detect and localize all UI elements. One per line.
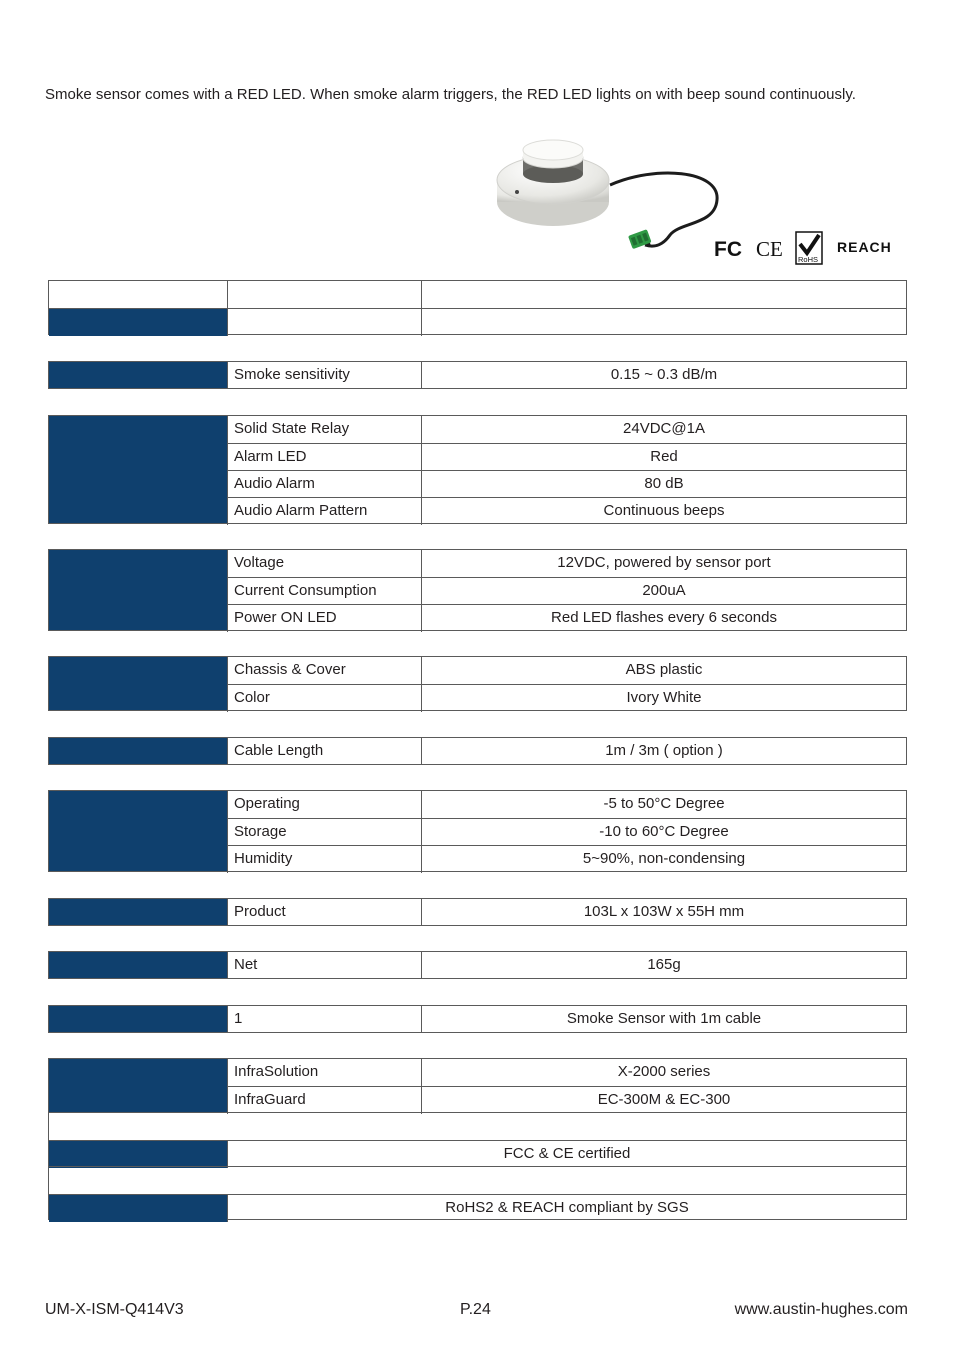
spec-value: -10 to 60°C Degree	[599, 823, 729, 840]
spec-category-cell	[49, 952, 227, 978]
spec-value: Smoke Sensor with 1m cable	[566, 1010, 762, 1027]
certification-category-cell	[49, 1141, 227, 1168]
rohs-label: RoHS	[798, 255, 819, 264]
spec-param: Net	[227, 952, 422, 979]
spec-header-row	[49, 281, 906, 308]
spec-block	[48, 1058, 907, 1113]
spec-row	[227, 791, 906, 818]
spec-row	[227, 657, 906, 684]
spec-param: Humidity	[227, 846, 422, 873]
model-param-cell	[227, 309, 422, 336]
certification-logos	[712, 230, 912, 266]
spec-row	[227, 845, 906, 873]
spec-row	[227, 1006, 906, 1033]
spec-category-cell	[49, 1059, 227, 1112]
footer-doc-code: UM-X-ISM-Q414V3	[45, 1301, 184, 1318]
spec-param: Current Consumption	[227, 578, 422, 605]
spec-block	[48, 898, 907, 926]
spec-block	[48, 790, 907, 872]
spec-value: 5~90%, non-condensing	[582, 850, 746, 867]
spec-row	[227, 818, 906, 846]
spec-value: 165g	[647, 956, 681, 973]
spec-value: Red	[650, 448, 678, 465]
spec-row	[227, 604, 906, 632]
spec-block	[48, 737, 907, 765]
spec-block	[48, 549, 907, 631]
spec-param: Voltage	[227, 550, 422, 577]
spec-value: X-2000 series	[617, 1063, 711, 1080]
environmental-value: RoHS2 & REACH compliant by SGS	[227, 1195, 906, 1222]
spec-row	[227, 1059, 906, 1086]
spec-value: -5 to 50°C Degree	[603, 795, 725, 812]
spec-param: Audio Alarm	[227, 471, 422, 498]
spec-category-cell	[49, 1006, 227, 1032]
footer-website: www.austin-hughes.com	[734, 1301, 908, 1318]
reach-logo-icon: REACH	[837, 239, 892, 255]
footer-page-number: P.24	[460, 1301, 491, 1318]
spec-row	[227, 577, 906, 605]
certification-heading-row	[49, 1113, 906, 1140]
spec-value: Ivory White	[626, 689, 702, 706]
spec-value: ABS plastic	[625, 661, 703, 678]
smoke-sensor-image	[495, 130, 735, 265]
spec-category-cell	[49, 416, 227, 523]
spec-category-cell	[49, 657, 227, 710]
spec-block	[48, 361, 907, 389]
spec-param: Color	[227, 685, 422, 712]
spec-block	[48, 951, 907, 979]
model-value-cell	[422, 309, 906, 336]
fcc-logo-icon: FC	[714, 238, 742, 261]
spec-param: Smoke sensitivity	[227, 362, 422, 389]
environmental-row	[49, 1194, 906, 1222]
spec-param: InfraSolution	[227, 1059, 422, 1086]
header-category-cell	[49, 281, 227, 308]
certification-block	[48, 1112, 907, 1167]
intro-text: Smoke sensor comes with a RED LED. When smoke alarm triggers, the RED LED lights on with beep sound continuously.	[45, 86, 856, 103]
header-value-cell	[422, 281, 906, 308]
spec-param: Operating	[227, 791, 422, 818]
spec-param: InfraGuard	[227, 1087, 422, 1114]
spec-value: Continuous beeps	[603, 502, 725, 519]
spec-value: 80 dB	[644, 475, 684, 492]
spec-row	[227, 470, 906, 498]
spec-param: 1	[227, 1006, 422, 1033]
spec-block	[48, 415, 907, 524]
spec-param: Audio Alarm Pattern	[227, 498, 422, 525]
spec-param: Alarm LED	[227, 444, 422, 471]
ce-logo-icon: CE	[756, 237, 783, 261]
spec-row	[227, 497, 906, 525]
spec-model-row	[49, 308, 906, 336]
spec-block	[48, 1005, 907, 1033]
spec-param: Product	[227, 899, 422, 926]
spec-row	[227, 416, 906, 443]
spec-param: Chassis & Cover	[227, 657, 422, 684]
spec-category-cell	[49, 550, 227, 630]
spec-row	[227, 899, 906, 926]
spec-category-cell	[49, 738, 227, 764]
spec-value: Red LED flashes every 6 seconds	[551, 609, 777, 626]
spec-category-cell	[49, 791, 227, 871]
spec-value: EC-300M & EC-300	[597, 1091, 731, 1108]
spec-category-cell	[49, 362, 227, 388]
spec-value: 200uA	[642, 582, 686, 599]
spec-value: 1m / 3m ( option )	[605, 742, 723, 759]
environmental-heading-row	[49, 1167, 906, 1194]
spec-param: Storage	[227, 819, 422, 846]
environmental-block	[48, 1166, 907, 1220]
spec-block	[48, 656, 907, 711]
spec-param: Solid State Relay	[227, 416, 422, 443]
spec-value: 103L x 103W x 55H mm	[583, 903, 745, 920]
spec-value: 0.15 ~ 0.3 dB/m	[610, 366, 718, 383]
certification-row	[49, 1140, 906, 1168]
spec-row	[227, 738, 906, 765]
spec-row	[227, 443, 906, 471]
spec-row	[227, 952, 906, 979]
spec-row	[227, 550, 906, 577]
spec-param: Cable Length	[227, 738, 422, 765]
spec-value: 24VDC@1A	[623, 420, 705, 437]
spec-value: 12VDC, powered by sensor port	[557, 554, 771, 571]
spec-row	[227, 684, 906, 712]
environmental-category-cell	[49, 1195, 227, 1222]
model-category-cell	[49, 309, 227, 336]
spec-row	[227, 1086, 906, 1114]
spec-param: Power ON LED	[227, 605, 422, 632]
spec-header-block	[48, 280, 907, 335]
rohs-logo-icon	[796, 232, 822, 264]
spec-row	[227, 362, 906, 389]
header-param-cell	[227, 281, 422, 308]
certification-value: FCC & CE certified	[227, 1141, 906, 1168]
spec-category-cell	[49, 899, 227, 925]
